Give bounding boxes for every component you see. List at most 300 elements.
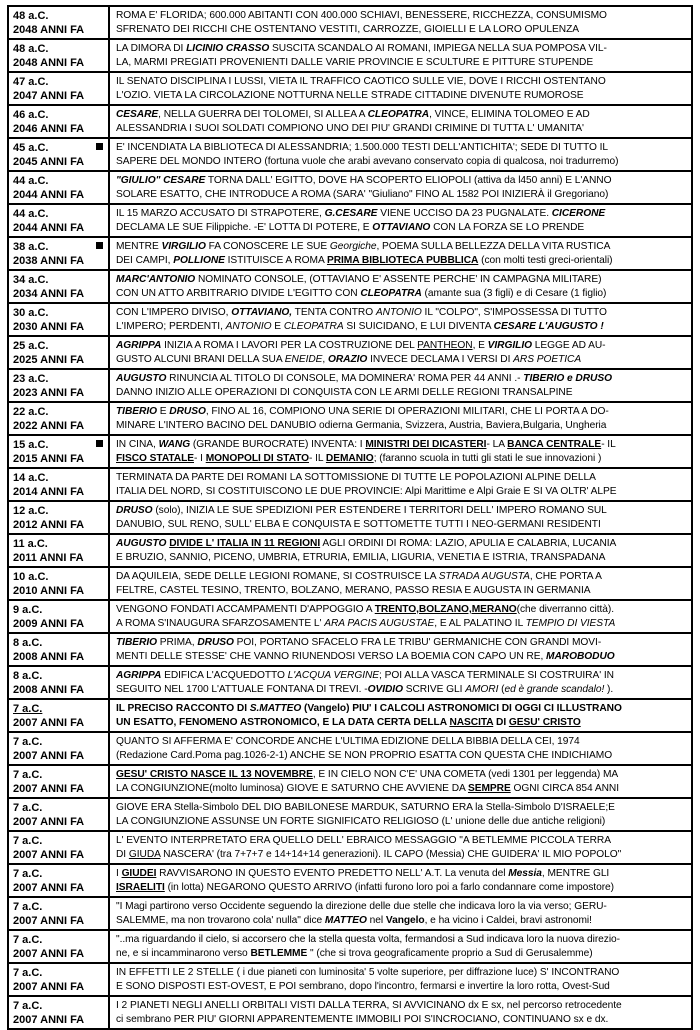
timeline-row (9, 73, 691, 106)
description-line (116, 9, 687, 23)
year-label: 7 a.C. (13, 967, 43, 979)
text-segment: E BRUZIO, SANNIO, PICENO, UMBRIA, ETRURIA, EMILIA, LIGURIA, VENETIA E ISTRIA, TRANSPADANA (116, 552, 606, 563)
timeline-row (9, 370, 691, 403)
text-segment: DI (493, 717, 509, 728)
text-segment: ANTONIO (375, 307, 422, 318)
year-label: 7 a.C. (13, 703, 43, 715)
text-segment: LA, MARMI PREGIATI PROVENIENTI DALLE VARIE PROVINCIE E SCULTURE E PITTURE STUPENDE (116, 57, 594, 68)
text-segment: ISRAELITI (116, 882, 165, 893)
text-segment: I 2 PIANETI NEGLI ANELLI ORBITALI VISTI DALLA TERRA, SI AVVICINANO dx E sx, nel percorso retrocedente (116, 1000, 622, 1011)
description-line (116, 221, 687, 235)
event-description (110, 469, 691, 500)
date-cell (9, 337, 110, 368)
year-label: 48 a.C. (13, 10, 49, 22)
text-segment: CESARE (116, 109, 159, 120)
text-segment: GIUDA (128, 849, 161, 860)
years-ago-label: 2007 ANNI FA (13, 948, 85, 960)
text-segment: ; POI ALLA VASCA TERMINALE SI COSTRUIRA' IN (379, 670, 614, 681)
timeline-row (9, 469, 691, 502)
timeline-row (9, 799, 691, 832)
description-line (116, 471, 687, 485)
description-line (116, 188, 687, 202)
years-ago-label: 2034 ANNI FA (13, 288, 85, 300)
text-segment: DRUSO (197, 637, 234, 648)
timeline-row (9, 502, 691, 535)
text-segment: AUGUSTO (116, 373, 167, 384)
year-label: 23 a.C. (13, 373, 49, 385)
event-description (110, 700, 691, 731)
description-line (116, 716, 687, 730)
event-description (110, 403, 691, 434)
description-line (116, 815, 687, 829)
text-segment: NOMINATO CONSOLE, (OTTAVIANO E' ASSENTE PERCHE' IN CAMPAGNA MILITARE) (195, 274, 602, 285)
date-cell (9, 832, 110, 863)
description-line (116, 999, 687, 1013)
event-description (110, 997, 691, 1028)
description-line (116, 240, 687, 254)
text-segment: TORNA DALL' EGITTO, DOVE HA SCOPERTO ELIOPOLI (attiva da l450 anni) E L'ANNO (205, 175, 612, 186)
description-line (116, 768, 687, 782)
years-ago-label: 2044 ANNI FA (13, 189, 85, 201)
text-segment: TRENTO,BOLZANO,MERANO (374, 604, 517, 615)
years-ago-label: 2023 ANNI FA (13, 387, 85, 399)
text-segment: nel (366, 915, 386, 926)
date-cell (9, 634, 110, 665)
timeline-row (9, 898, 691, 931)
date-cell (9, 799, 110, 830)
text-segment: MENTRE (116, 241, 162, 252)
event-description (110, 139, 691, 170)
years-ago-label: 2012 ANNI FA (13, 519, 85, 531)
event-description (110, 7, 691, 38)
event-description (110, 832, 691, 863)
text-segment: IN EFFETTI LE 2 STELLE ( i due pianeti con luminosita' 5 volte superiore, per diffrazione luce) S' INCONTRANO (116, 967, 620, 978)
text-segment: CON L'IMPERO DIVISO, (116, 307, 232, 318)
text-segment: GIUDEI (121, 868, 157, 879)
year-label: 25 a.C. (13, 340, 49, 352)
text-segment: DIVIDE L' ITALIA IN 11 REGIONI (169, 538, 321, 549)
description-line (116, 603, 687, 617)
text-segment: TEMPIO DI VIESTA (525, 618, 616, 629)
year-label: 14 a.C. (13, 472, 49, 484)
text-segment: (GRANDE BUROCRATE) INVENTA: I (190, 439, 366, 450)
date-cell (9, 766, 110, 797)
text-segment: VIRGILIO (161, 241, 206, 252)
text-segment: SEGUITO NEL 1700 L'ATTUALE FONTANA DI TREVI. - (116, 684, 368, 695)
event-description (110, 568, 691, 599)
year-label: 10 a.C. (13, 571, 49, 583)
text-segment: PRIMA, (156, 637, 198, 648)
date-cell (9, 535, 110, 566)
chronology-table (7, 5, 693, 1030)
year-label: 7 a.C. (13, 901, 43, 913)
timeline-row (9, 700, 691, 733)
event-description (110, 535, 691, 566)
text-segment: ALESSANDRIA I SUOI SOLDATI COMPIONO UNO DEI PIU' GRANDI CRIMINE DI TUTTA L' UMANITA' (116, 123, 584, 134)
text-segment: MENTI DELLE STESSE' CHE VANNO RIUNENDOSI VERSO LA BOEMIA CON CAPO UN RE, (116, 651, 547, 662)
text-segment: (Vangelo) PIU' I CALCOLI ASTRONOMICI DI OGGI CI ILLUSTRANO (301, 703, 622, 714)
text-segment: QUANTO SI AFFERMA E' CONCORDE ANCHE L'ULTIMA EDIZIONE DELLA BIBBIA DELLA CEI, 1974 (116, 736, 580, 747)
description-line (116, 254, 687, 268)
date-cell (9, 931, 110, 962)
years-ago-label: 2007 ANNI FA (13, 882, 85, 894)
text-segment: TERMINATA DA PARTE DEI ROMANI LA SOTTOMISSIONE DI TUTTE LE POPOLAZIONI ALPINE DELLA (116, 472, 596, 483)
text-segment: "GIULIO" CESARE (116, 175, 206, 186)
years-ago-label: 2022 ANNI FA (13, 420, 85, 432)
timeline-row (9, 733, 691, 766)
text-segment: POI, PORTANO SFACELO FRA LE TRIBU' GERMANICHE CON GRANDI MOVI- (233, 637, 602, 648)
timeline-row (9, 436, 691, 469)
year-label: 38 a.C. (13, 241, 49, 253)
text-segment: MINARE L'INTERO BACINO DEL DANUBIO odierna Germania, Svizzera, Austria, Baviera,Bulgaria, Ungheria (116, 420, 607, 431)
years-ago-label: 2009 ANNI FA (13, 618, 85, 630)
description-line (116, 75, 687, 89)
text-segment: E (156, 406, 170, 417)
text-segment: ISTITUISCE A ROMA (224, 255, 327, 266)
text-segment: ARS POETICA (513, 354, 582, 365)
timeline-row (9, 40, 691, 73)
text-segment: FISCO STATALE (116, 453, 195, 464)
years-ago-label: 2007 ANNI FA (13, 750, 85, 762)
years-ago-label: 2008 ANNI FA (13, 684, 85, 696)
year-label: 11 a.C. (13, 538, 48, 550)
year-label: 8 a.C. (13, 637, 43, 649)
event-description (110, 733, 691, 764)
text-segment: Vangelo (385, 915, 425, 926)
year-label: 7 a.C. (13, 934, 43, 946)
description-line (116, 966, 687, 980)
text-segment: TENTA CONTRO (292, 307, 376, 318)
text-segment: AMORI (465, 684, 499, 695)
text-segment: NASCITA (449, 717, 494, 728)
year-label: 44 a.C. (13, 175, 49, 187)
year-label: 7 a.C. (13, 802, 43, 814)
text-segment: WANG (158, 439, 191, 450)
text-segment: DEI CAMPI, (116, 255, 174, 266)
description-line (116, 980, 687, 994)
text-segment: ANTONIO (225, 321, 272, 332)
text-segment: SI SUICIDANO, E LUI DIVENTA (343, 321, 494, 332)
timeline-row (9, 304, 691, 337)
timeline-row (9, 238, 691, 271)
timeline-row (9, 832, 691, 865)
text-segment: (Redazione Card.Poma pag.1026-2-1) ANCHE SE NON PROPRIO ESATTA CON QUESTA CHE INDICHIAMO (116, 750, 613, 761)
description-line (116, 900, 687, 914)
date-cell (9, 469, 110, 500)
date-cell (9, 304, 110, 335)
event-description (110, 436, 691, 467)
year-label: 22 a.C. (13, 406, 49, 418)
text-segment: CLEOPATRA (360, 288, 422, 299)
timeline-row (9, 634, 691, 667)
text-segment: GUSTO ALCUNI BRANI DELLA SUA (116, 354, 285, 365)
text-segment: DRUSO (169, 406, 206, 417)
text-segment: - IL (601, 439, 616, 450)
text-segment: STRADA AUGUSTA (438, 571, 530, 582)
text-segment: AGRIPPA (116, 670, 162, 681)
description-line (116, 141, 687, 155)
timeline-row (9, 601, 691, 634)
text-segment: TIBERIO (116, 637, 157, 648)
description-line (116, 306, 687, 320)
description-line (116, 669, 687, 683)
event-description (110, 106, 691, 137)
timeline-row (9, 964, 691, 997)
years-ago-label: 2030 ANNI FA (13, 321, 85, 333)
text-segment: CESARE L'AUGUSTO ! (493, 321, 604, 332)
text-segment: VENGONO FONDATI ACCAMPAMENTI D'APPOGGIO A (116, 604, 375, 615)
text-segment: EDIFICA L'ACQUEDOTTO (161, 670, 288, 681)
text-segment: PRIMA BIBLIOTECA PUBBLICA (326, 255, 479, 266)
date-cell (9, 139, 110, 170)
timeline-row (9, 7, 691, 40)
date-cell (9, 403, 110, 434)
text-segment: L'ACQUA VERGINE (287, 670, 380, 681)
description-line (116, 122, 687, 136)
text-segment: , CHE PORTA A (529, 571, 602, 582)
text-segment: ITALIA DEL NORD, SI COSTITUISCONO LE DUE PROVINCIE: Alpi Marittime e Alpi Graie E SI VA OLTR' ALPE (116, 486, 617, 497)
description-line (116, 702, 687, 716)
years-ago-label: 2007 ANNI FA (13, 783, 85, 795)
text-segment: LA DIMORA DI (116, 43, 187, 54)
text-segment: CON LA FORZA SE LO PRENDE (430, 222, 585, 233)
description-line (116, 405, 687, 419)
text-segment: ed è grande scandalo! (504, 684, 605, 695)
text-segment: ROMA E' FLORIDA; 600.000 ABITANTI CON 400.000 SCHIAVI, BENESSERE, RICCHEZZA, CONSUMISMO (116, 10, 607, 21)
text-segment: AGLI ORDINI DI ROMA: LAZIO, APULIA E CALABRIA, LUCANIA (320, 538, 617, 549)
year-label: 47 a.C. (13, 76, 49, 88)
event-description (110, 370, 691, 401)
date-cell (9, 436, 110, 467)
text-segment: DI (116, 849, 129, 860)
years-ago-label: 2046 ANNI FA (13, 123, 85, 135)
description-line (116, 155, 687, 169)
text-segment: , E IN CIELO NON C'E' UNA COMETA (vedi 1301 per leggenda) MA (312, 769, 619, 780)
description-line (116, 617, 687, 631)
text-segment: ; (faranno scuola in tutti gli stati le sue innovazioni ) (373, 453, 602, 464)
text-segment: FELTRE, CASTEL TESINO, TRENTO, BOLZANO, MERANO, PASSO RESIA E AUGUSTA IN GERMANIA (116, 585, 591, 596)
text-segment: ci sembrano PER PIU' GIORNI APPARENTEMENTE IMMOBILI POI S'INCROCIANO, CONTINUANO sx e dx. (116, 1014, 609, 1025)
text-segment: MAROBODUO (546, 651, 615, 662)
year-label: 7 a.C. (13, 1000, 43, 1012)
date-cell (9, 601, 110, 632)
text-segment: G.CESARE (324, 208, 378, 219)
date-cell (9, 865, 110, 896)
text-segment: OVIDIO (367, 684, 403, 695)
description-line (116, 683, 687, 697)
event-description (110, 601, 691, 632)
text-segment: CON UN ATTO ARBITRARIO DIVIDE L'EGITTO CON (116, 288, 361, 299)
timeline-row (9, 667, 691, 700)
text-segment: MATTEO (324, 915, 367, 926)
description-line (116, 174, 687, 188)
event-description (110, 238, 691, 269)
text-segment: , FINO AL 16, COMPIONO UNA SERIE DI OPERAZIONI MILITARI, CHE LI PORTA A DO- (205, 406, 609, 417)
text-segment: RAVVISARONO IN QUESTO EVENTO PREDETTO NELL' A.T. La venuta del (156, 868, 509, 879)
date-cell (9, 7, 110, 38)
year-label: 7 a.C. (13, 769, 43, 781)
text-segment: I (116, 868, 122, 879)
text-segment: SUSCITA SCANDALO AI ROMANI, IMPIEGA NELLA SUA POMPOSA VIL- (269, 43, 607, 54)
years-ago-label: 2015 ANNI FA (13, 453, 85, 465)
text-segment: BANCA CENTRALE (507, 439, 602, 450)
description-line (116, 867, 687, 881)
description-line (116, 485, 687, 499)
year-label: 30 a.C. (13, 307, 49, 319)
date-cell (9, 700, 110, 731)
text-segment: NASCERA' (tra 7+7+7 e 14+14+14 generazioni). IL CAPO (Messia) CHE GUIDERA' IL MIO POPOLO" (160, 849, 622, 860)
date-cell (9, 964, 110, 995)
timeline-row (9, 931, 691, 964)
text-segment: LEGGE AD AU- (531, 340, 606, 351)
text-segment: ( (498, 684, 505, 695)
text-segment: IL "COLPO", S'IMPOSSESSA DI TUTTO (421, 307, 607, 318)
text-segment: E (271, 321, 284, 332)
years-ago-label: 2010 ANNI FA (13, 585, 85, 597)
description-line (116, 749, 687, 763)
text-segment: MONOPOLI DI STATO (205, 453, 309, 464)
text-segment: RINUNCIA AL TITOLO DI CONSOLE, MA DOMINERA' ROMA PER 44 ANNI .- (166, 373, 524, 384)
text-segment: LA CONGIUNZIONE ASSUNSE UN FORTE SIGNIFICATO RELIGIOSO (L' unione delle due antiche religioni) (116, 816, 606, 827)
description-line (116, 108, 687, 122)
years-ago-label: 2047 ANNI FA (13, 90, 85, 102)
timeline-row (9, 865, 691, 898)
date-cell (9, 205, 110, 236)
description-line (116, 834, 687, 848)
year-label: 46 a.C. (13, 109, 49, 121)
square-bullet-icon (96, 440, 103, 447)
text-segment: TIBERIO e DRUSO (523, 373, 612, 384)
text-segment: DANUBIO, SUL RENO, SULL' ELBA E CONQUISTA E SOTTOMETTE TUTTI I NEO-GERMANI RESIDENTI (116, 519, 601, 530)
event-description (110, 799, 691, 830)
timeline-row (9, 172, 691, 205)
year-label: 7 a.C. (13, 868, 43, 880)
text-segment: UN ESATTO, FENOMENO ASTRONOMICO, E LA DATA CERTA DELLA (116, 717, 450, 728)
description-line (116, 782, 687, 796)
text-segment: ORAZIO (327, 354, 368, 365)
text-segment: VIENE UCCISO DA 23 PUGNALATE. (377, 208, 552, 219)
year-label: 7 a.C. (13, 835, 43, 847)
text-segment: L' EVENTO INTERPRETATO ERA QUELLO DELL' EBRAICO MESSAGGIO "A BETLEMME PICCOLA TERRA (116, 835, 611, 846)
date-cell (9, 733, 110, 764)
text-segment: POLLIONE (173, 255, 225, 266)
years-ago-label: 2007 ANNI FA (13, 981, 85, 993)
timeline-row (9, 403, 691, 436)
description-line (116, 273, 687, 287)
event-description (110, 502, 691, 533)
description-line (116, 801, 687, 815)
square-bullet-icon (96, 242, 103, 249)
event-description (110, 667, 691, 698)
text-segment: IL 15 MARZO ACCUSATO DI STRAPOTERE, (116, 208, 325, 219)
event-description (110, 40, 691, 71)
date-cell (9, 667, 110, 698)
text-segment: SEMPRE (467, 783, 511, 794)
text-segment: "..ma riguardando il cielo, si accorsero che la stella questa volta, fermandosi a Sud indicava loro la nuova direzio- (116, 934, 621, 945)
event-description (110, 634, 691, 665)
description-line (116, 933, 687, 947)
text-segment: OGNI CIRCA 854 ANNI (510, 783, 619, 794)
date-cell (9, 172, 110, 203)
timeline-row (9, 106, 691, 139)
text-segment: , VINCE, ELIMINA TOLOMEO E AD (429, 109, 590, 120)
description-line (116, 650, 687, 664)
text-segment: TIBERIO (116, 406, 157, 417)
description-line (116, 287, 687, 301)
date-cell (9, 106, 110, 137)
text-segment: DA AQUILEIA, SEDE DELLE LEGIONI ROMANE, SI COSTRUISCE LA (116, 571, 439, 582)
text-segment: SFRENATO DEI RICCHI CHE OSTENTANO VESTITI, CARROZZE, GIOIELLI E LA LORO OPULENZA (116, 24, 580, 35)
event-description (110, 337, 691, 368)
text-segment: , POEMA SULLA BELLEZZA DELLA VITA RUSTICA (376, 241, 611, 252)
description-line (116, 735, 687, 749)
years-ago-label: 2044 ANNI FA (13, 222, 85, 234)
event-description (110, 271, 691, 302)
date-cell (9, 238, 110, 269)
text-segment: Messia (508, 868, 542, 879)
event-description (110, 931, 691, 962)
timeline-row (9, 205, 691, 238)
text-segment: DRUSO (116, 505, 153, 516)
text-segment: E' INCENDIATA LA BIBLIOTECA DI ALESSANDRIA; 1.500.000 TESTI DELL'ANTICHITA'; SEDE DI TUTTO IL (116, 142, 609, 153)
text-segment: DECLAMA LE SUE Filippiche. -E' LOTTA DI POTERE, E (116, 222, 373, 233)
text-segment: "I Magi partirono verso Occidente seguendo la direzione delle due stelle che indicava loro la via verso; GERU- (116, 901, 607, 912)
description-line (116, 881, 687, 895)
date-cell (9, 997, 110, 1028)
text-segment: IL PRECISO RACCONTO DI (116, 703, 250, 714)
text-segment: DEMANIO (325, 453, 374, 464)
years-ago-label: 2045 ANNI FA (13, 156, 85, 168)
years-ago-label: 2007 ANNI FA (13, 717, 85, 729)
text-segment: (con molti testi greci-orientali) (478, 255, 613, 266)
description-line (116, 56, 687, 70)
text-segment: CICERONE (551, 208, 606, 219)
text-segment: OTTAVIANO (372, 222, 431, 233)
description-line (116, 207, 687, 221)
years-ago-label: 2008 ANNI FA (13, 651, 85, 663)
text-segment: BETLEMME (250, 948, 308, 959)
timeline-row (9, 139, 691, 172)
date-cell (9, 568, 110, 599)
years-ago-label: 2007 ANNI FA (13, 849, 85, 861)
date-cell (9, 73, 110, 104)
years-ago-label: 2014 ANNI FA (13, 486, 85, 498)
description-line (116, 537, 687, 551)
years-ago-label: 2025 ANNI FA (13, 354, 85, 366)
text-segment: - IL (309, 453, 326, 464)
timeline-row (9, 271, 691, 304)
year-label: 34 a.C. (13, 274, 49, 286)
description-line (116, 320, 687, 334)
text-segment: (in lotta) NEGARONO QUESTO ARRIVO (infatti furono loro poi a farlo condannare come impostore) (164, 882, 614, 893)
description-line (116, 339, 687, 353)
text-segment: L'OZIO. VIETA LA CIRCOLAZIONE NOTTURNA NELLE STRADE CITTADINE DIVENUTE RUMOROSE (116, 90, 584, 101)
date-cell (9, 502, 110, 533)
description-line (116, 848, 687, 862)
text-segment: MINISTRI DEI DICASTERI (365, 439, 487, 450)
text-segment: " (che si trova geograficamente proprio a Sud di Gerusalemme) (307, 948, 593, 959)
text-segment: GESU' CRISTO (508, 717, 581, 728)
years-ago-label: 2007 ANNI FA (13, 816, 85, 828)
timeline-row (9, 766, 691, 799)
date-cell (9, 898, 110, 929)
year-label: 9 a.C. (13, 604, 43, 616)
description-line (116, 419, 687, 433)
text-segment: A ROMA S'INAUGURA SFARZOSAMENTE L' (116, 618, 325, 629)
text-segment: , E AL PALATINO IL (434, 618, 526, 629)
description-line (116, 452, 687, 466)
years-ago-label: 2007 ANNI FA (13, 915, 85, 927)
